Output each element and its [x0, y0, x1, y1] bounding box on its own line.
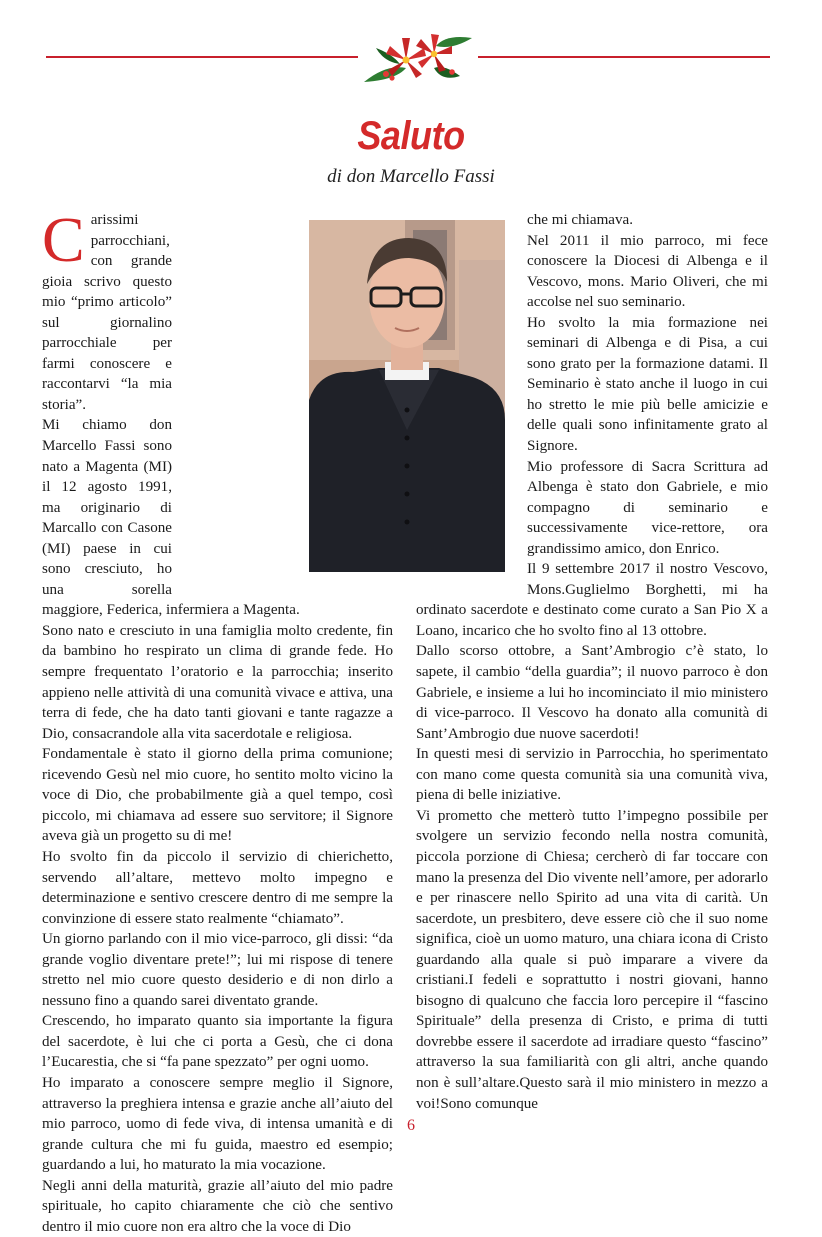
poinsettia-ornament-icon [356, 24, 480, 92]
article-paragraph: Carissimi parrocchiani, con grande gioia scrivo questo mio “primo articolo” sul giornalino parrocchiale per farmi conoscere e raccontarvi “la mia storia”. [42, 204, 172, 413]
article-paragraph: Mi chiamo don Marcello Fassi sono nato a Magenta (MI) il 12 agosto 1991, ma originario di Marcallo con Casone (MI) paese in cui sono cresciuto, ho una sorella maggiore, Federica, infermiera a Magenta. [42, 417, 300, 619]
article-paragraph: Mio professore di Sacra Scrittura ad Albenga è stato don Gabriele, e mio compagno di seminario e successivamente vice-rettore, ora grandissimo amico, don Enrico. [527, 458, 768, 557]
article-paragraph: Fondamentale è stato il giorno della prima comunione; ricevendo Gesù nel mio cuore, ho sentito molto vicino la voce di Dio, che probabilmente già a quel tempo, così piccolo, mi chiamava ad essere suo servitore; il Signore aveva già un progetto su di me! [42, 746, 393, 845]
article-paragraph: Nel 2011 il mio parroco, mi fece conoscere la Diocesi di Albenga e il Vescovo, mons. Mario Oliveri, che mi accolse nel suo seminario. [527, 232, 768, 311]
article-paragraph: che mi chiamava. [527, 212, 634, 228]
article-column-right [416, 210, 768, 1114]
header-rule-right [478, 56, 770, 58]
article-title: Saluto [357, 114, 465, 158]
article-paragraph: Ho svolto fin da piccolo il servizio di chierichetto, servendo all’altare, mettevo molto impegno e determinazione e sentivo crescere dentro di me sempre la convinzione di essere stato realmente “chiamato”. [42, 848, 393, 927]
header-rule-left [46, 56, 358, 58]
article-paragraph: Sono nato e cresciuto in una famiglia molto credente, fin da bambino ho respirato un clima di grande fede. Ho sempre frequentato l’oratorio e la parrocchia; inserito appieno nelle attività di una comunità vivace e attiva, una terra di fede, che ha dato tanti giovani e tante ragazze a Dio, consacrandole alla vita sacerdotale e religiosa. [42, 622, 393, 742]
article-paragraph: Ho imparato a conoscere sempre meglio il Signore, attraverso la preghiera intensa e grazie anche all’aiuto del mio parroco, uomo di fede viva, di intensa umanità e di grande cultura che mi fu guida, maestro ed esempio; guardando a lui, ho maturato la mia vocazione. [42, 1074, 393, 1174]
article-paragraph: Crescendo, ho imparato quanto sia importante la figura del sacerdote, è lui che ci porta a Gesù, che ci dona l’Eucarestia, che si “fa pane spezzato” per ogni uomo. [42, 1013, 393, 1071]
page-number: 6 [407, 1117, 415, 1134]
dropcap: C [42, 204, 85, 275]
article-paragraph: In questi mesi di servizio in Parrocchia, ho sperimentato con mano come questa comunità sia una comunità viva, piena di belle iniziative. [416, 746, 768, 804]
article-paragraph: Ho svolto la mia formazione nei seminari di Albenga e di Pisa, a cui sono grato per la formazione datami. Il Seminario è stato anche il luogo in cui ho stretto le mie più belle amicizie e delle quali sono infinitamente grato al Signore. [527, 314, 768, 455]
article-paragraph: Dallo scorso ottobre, a Sant’Ambrogio c’è stato, lo sapete, il cambio “della guardia”; il nuovo parroco è don Gabriele, e insieme a lui ho incominciato il mio ministero di vice-parroco. Il Vescovo ha donato alla comunità di Sant’Ambrogio due nuove sacerdoti! [416, 643, 768, 742]
article-byline: di don Marcello Fassi [327, 166, 495, 187]
article-paragraph: Negli anni della maturità, grazie all’aiuto del mio padre spirituale, ho capito chiaramente che ciò che sentivo dentro il mio cuore non era altro che la voce di Dio [42, 1177, 393, 1235]
article-paragraph: Vi prometto che metterò tutto l’impegno possibile per svolgere un servizio fecondo nella nostra comunità, piccola porzione di Chiesa; cercherò di far toccare con mano la presenza del Dio vivente nell’amore, per adorarlo e per rinascere nello Spirito ad una vita di carità. Un sacerdote, un presbitero, deve essere ciò che il suo nome significa, cioè un uomo maturo, una chiara icona di Cristo guardando alla quale si può imparare a vivere da cristiani.I fedeli e soprattutto i nostri giovani, hanno bisogno di qualcuno che faccia loro percepire il “fascino Spirituale” della presenza di Cristo, e prima di tutti dovrebbe essere il sacerdote ad irradiare questo “fascino” attraverso la sua familiarità con gli altri, anche quando non è sull’altare.Questo sarà il mio ministero in mezzo a voi!Sono comunque [416, 807, 768, 1112]
article-paragraph: Il 9 settembre 2017 il nostro Vescovo, Mons.Guglielmo Borghetti, mi ha ordinato sacerdote e destinato come curato a San Pio X a Loano, incarico che ho svolto fino al 13 ottobre. [416, 561, 768, 639]
article-column-left [42, 204, 393, 1237]
article-paragraph: Un giorno parlando con il mio vice-parroco, gli dissi: “da grande voglio diventare prete!”; lui mi rispose di tenere stretto nel mio cuore questo desiderio e di non dirlo a nessuno fino a quando sarei diventato grande. [42, 931, 393, 1009]
